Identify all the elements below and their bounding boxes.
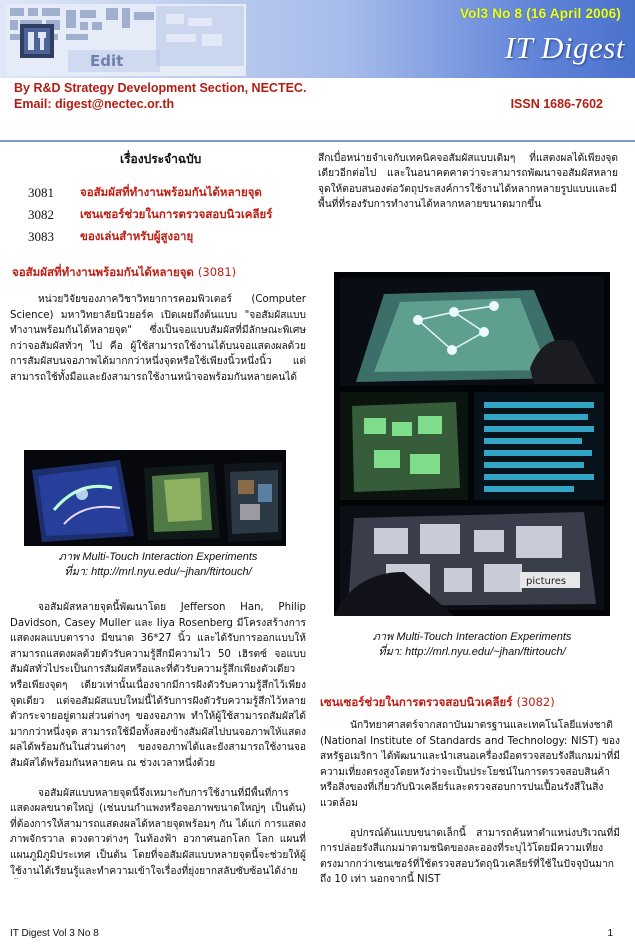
toc-item[interactable] <box>28 226 318 248</box>
toc-item-title: ของเล่นสำหรับผู้สูงอายุ <box>80 229 194 243</box>
multitouch-photo-1 <box>24 450 286 546</box>
it-digest-logo <box>6 4 246 76</box>
figure1-caption-source[interactable]: ที่มา: http://mrl.nyu.edu/~jhan/ftirtouch/ <box>64 566 252 578</box>
brand-title: IT Digest <box>504 30 625 65</box>
article1-continued <box>318 150 618 243</box>
toc-item-number: 3081 <box>28 185 54 200</box>
article1-paragraph-3: จอสัมผัสแบบหลายจุดนี้จึงเหมาะกับการใช้งานที่มีพื้นที่การแสดงผลขนาดใหญ่ (เช่นบนกำแพงหรือจอภาพขนาดใหญ่ๆ เป็นต้น) ที่ต้องการให้สามารถแสดงผลได้หลายจุดพร้อมๆ กัน ได้แก่ การแสดงภาพจักรวาล ดวงดาวต่างๆ ในท้องฟ้า อวกาศนอกโลก โลก แผนที่ แผนภูมิภูมิประเทศ เป็นต้น โดยที่จอสัมผัสแบบหลายจุดนี้จะช่วยให้ผู้ใช้งานได้เรียนรู้และทำความเข้าใจเรื่องที่ยุ่งยากสลับซับซ้อนได้ง่าย <box>10 787 306 877</box>
article2-body <box>320 718 620 888</box>
article2-paragraph-1: นักวิทยาศาสตร์จากสถาบันมาตรฐานและเทคโนโลยีแห่งชาติ (National Institute of Standards and Technology: NIST) ของสหรัฐอเมริกา ได้พัฒนาและนำเสนอเครื่องมือตรวจสอบรังสีแกมม่าที่มีความเที่ยงตรงสูงโดยหวังว่าจะเป็นประโยชน์ในการตรวจสอบสินค้าหรือสิ่งของที่เกี่ยวกับนิวเคลียร์และตรวจสอบการปนเปื้อนรังสีในสิ่งแวดล้อม <box>320 720 620 809</box>
contact-email[interactable]: Email: digest@nectec.or.th <box>14 97 175 111</box>
article1-paragraph-3-continued: สึกเบื่อหน่ายจำเจกับเทคนิคจอสัมผัสแบบเดิมๆ ที่แสดงผลได้เพียงจุดเดียวอีกต่อไป และในอนาคตคาดว่าจะสามารถพัฒนาจอสัมผัสหลายจุดให้ตอบสนองต่อวัตถุประสงค์การใช้งานได้หลากหลายรูปแบบและมีพื้นที่ที่รองรับการทำงานได้หลากหลายขนาดมากขึ้น <box>318 152 618 211</box>
table-of-contents <box>28 182 318 248</box>
photo-label-pictures: pictures <box>526 576 567 587</box>
toc-item-number: 3082 <box>28 207 54 222</box>
page-number: 1 <box>607 928 613 939</box>
article1-title: จอสัมผัสที่ทำงานพร้อมกันได้หลายจุด <box>12 265 194 279</box>
article2-paragraph-2: อุปกรณ์ต้นแบบขนาดเล็กนี้ สามารถค้นหาตำแหน่งบริเวณที่มีการปล่อยรังสีแกมม่าตามชนิดของละอองที่ระบุไว้โดยมีความเที่ยงตรงมากกว่าเซนเซอร์ที่ใช้ตรวจสอบวัตถุนิวเคลียร์ที่ใช้ในปัจจุบันมากถึง 10 เท่า นอกจากนี้ NIST <box>320 827 620 886</box>
article2-title: เซนเซอร์ช่วยในการตรวจสอบนิวเคลียร์ <box>320 695 513 709</box>
toc-title: เรื่องประจำฉบับ <box>120 152 202 166</box>
issue-label: Vol3 No 8 (16 April 2006) <box>459 6 621 21</box>
figure2-caption-title: ภาพ Multi-Touch Interaction Experiments <box>372 631 572 643</box>
toc-item-title: เซนเซอร์ช่วยในการตรวจสอบนิวเคลียร์ <box>80 207 273 221</box>
toc-item[interactable] <box>28 204 318 226</box>
toc-item-title: จอสัมผัสที่ทำงานพร้อมกันได้หลายจุด <box>80 185 262 199</box>
article1-paragraph-1: หน่วยวิจัยของภาควิชาวิทยาการคอมพิวเตอร์ (Computer Science) มหาวิทยาลัยนิวยอร์ค เปิดเผยถึงต้นแบบ "จอสัมผัสแบบทำงานพร้อมกันได้หลายจุด" ซึ่งเป็นจอแบบสัมผัสที่มีลักษณะพิเศษกว่าจอสัมผัสทั่วๆ ไป คือ ผู้ใช้สามารถใช้งานได้บนจอแสดงผลด้วยการสัมผัสบนจอภาพได้มากกว่าหนึ่งจุดหรือใช้เพียงนิ้วหนึ่งนิ้ว แต่สามารถใช้ทั้งมือและยังสามารถใช้งานหน้าจอพร้อมกันหลายคนได้ <box>10 294 306 383</box>
article1-intro <box>10 292 306 386</box>
multitouch-photo-2-image <box>334 272 610 616</box>
header-rule <box>0 140 635 142</box>
figure2-caption <box>330 630 614 660</box>
multitouch-photo-2 <box>334 272 610 616</box>
figure1-caption-title: ภาพ Multi-Touch Interaction Experiments <box>58 551 258 563</box>
issn-label: ISSN 1686-7602 <box>510 97 603 111</box>
toc-item[interactable] <box>28 182 318 204</box>
article2-heading <box>320 694 555 712</box>
figure2-caption-source[interactable]: ที่มา: http://mrl.nyu.edu/~jhan/ftirtouch/ <box>378 646 566 658</box>
figure1-caption <box>18 550 298 580</box>
toc-item-number: 3083 <box>28 229 54 244</box>
article1-body-left <box>10 600 306 879</box>
article1-paragraph-2: จอสัมผัสหลายจุดนี้พัฒนาโดย Jefferson Han, Philip Davidson, Casey Muller และ Iiya Rosenberg มีโครงสร้างการแสดงผลแบบตาราง มีขนาด 36*27 นิ้ว และได้รับการออกแบบให้สามารถแสดงผลด้วยตัวรับความรู้สึกมีความไว 50 เฮิรตซ์ จอแบบสัมผัสทั่วไประเป็นการสัมผัสหรือและที่ตัวรับความรู้สึกเพียงตัวเดียวหรือเพียงจุดๆ เดียวเท่านั้นเนื่องจากมีการฝังตัวรับความรู้สึกไว้เพียงจุดเดียว แต่จอสัมผัสแบบใหม่นี้ได้รับการฝังตัวรับความรู้สึกไว้หลายตัวกระจายอยู่ตามส่วนต่างๆ ของจอภาพ ทำให้ผู้ใช้สามารถสัมผัสได้มากกว่าหนึ่งจุด สามารถใช้มือทั้งสองข้างสัมผัสไปบนจอภาพให้แสดงผลได้พร้อมกันในส่วนต่างๆ ของจอภาพได้และยังสามารถใช้งานจอสัมผัสได้พร้อมกันหลายคน ณ ช่วงเวลาหนึ่งด้วย <box>10 602 306 769</box>
multitouch-photo-1-image <box>24 450 286 546</box>
article1-heading <box>12 264 236 282</box>
byline: By R&D Strategy Development Section, NECTEC. <box>14 81 307 95</box>
masthead <box>0 0 635 118</box>
footer-publication: IT Digest Vol 3 No 8 <box>10 928 99 939</box>
logo-edit-text: Edit <box>90 52 124 70</box>
article1-number: (3081) <box>197 265 237 279</box>
article2-number: (3082) <box>516 695 555 709</box>
